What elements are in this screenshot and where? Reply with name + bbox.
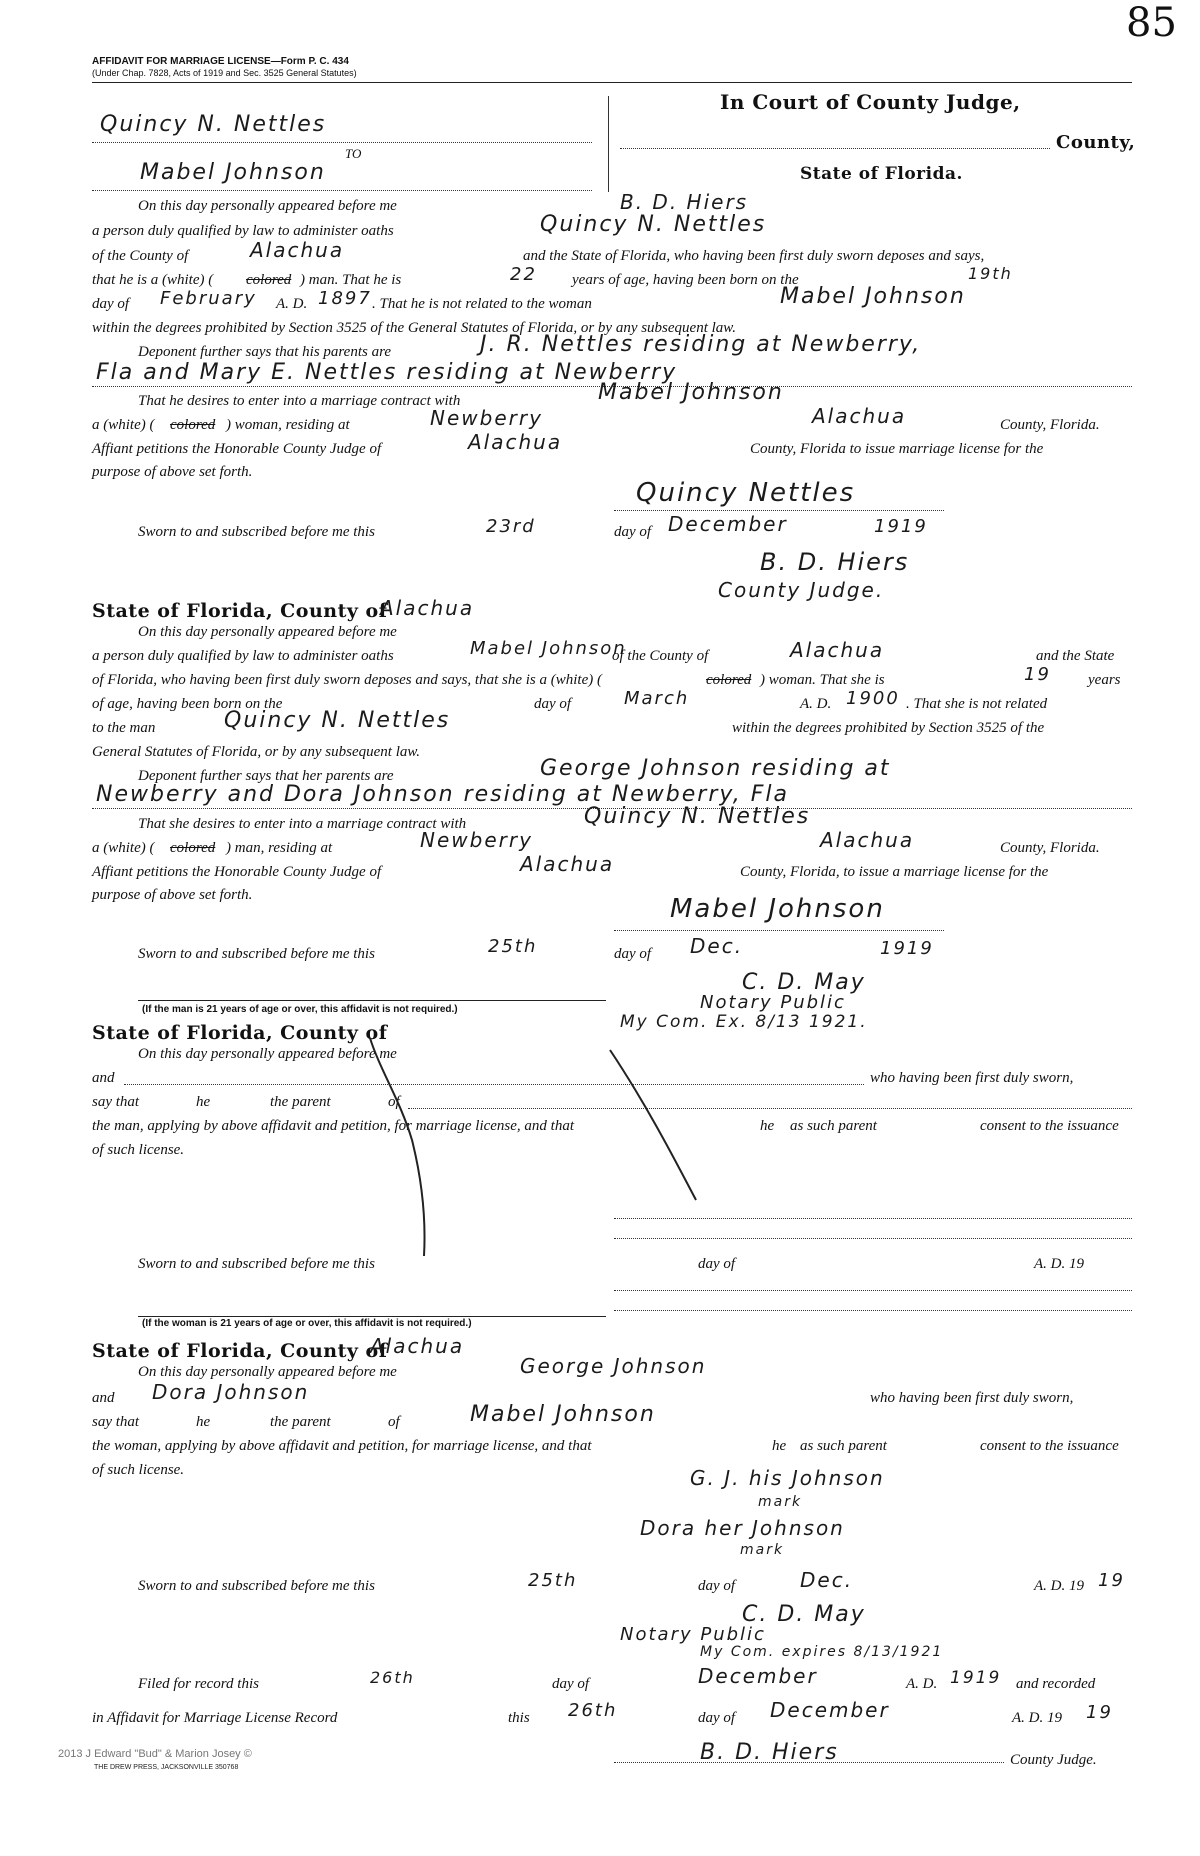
woman-l3c: the parent (270, 1414, 331, 1430)
woman-l4b: he (772, 1438, 787, 1454)
filing-rec-year: 19 (1086, 1702, 1113, 1723)
filing-l1c: A. D. (906, 1676, 938, 1692)
page-number: 85 (1126, 0, 1177, 46)
man-sig-line-2 (614, 1238, 1132, 1239)
woman-l3a: say that (92, 1414, 140, 1430)
bride-signature: Mabel Johnson (670, 894, 885, 924)
woman-note: (If the woman is 21 years of age or over, this affidavit is not required.) (142, 1318, 472, 1329)
groom-sworn-day: 23rd (486, 516, 536, 537)
bride-contract-with: Quincy N. Nettles (584, 804, 811, 829)
filing-rec-month: December (770, 1698, 890, 1722)
woman-sworn-year: 19 (1098, 1570, 1125, 1591)
man-notary-line (614, 1290, 1132, 1291)
bride-sworn-year: 1919 (880, 938, 934, 959)
woman-sworn-day: 25th (528, 1570, 578, 1591)
groom-l10c: County, Florida. (1000, 417, 1100, 433)
header-rule (92, 82, 1132, 83)
groom-l11a: Affiant petitions the Honorable County Judge of (92, 441, 382, 457)
groom-residing-county: Alachua (812, 404, 907, 428)
groom-l9: That he desires to enter into a marriage contract with (138, 393, 461, 409)
groom-birth-day: 19th (968, 264, 1013, 283)
groom-l5b: A. D. (276, 296, 308, 312)
woman-notary-title: Notary Public (620, 1624, 766, 1645)
groom-affiant-name: Quincy N. Nettles (540, 212, 767, 237)
brace (600, 96, 609, 192)
groom-parents-1: J. R. Nettles residing at Newberry, (480, 332, 922, 357)
bride-l7: Deponent further says that her parents are (138, 768, 394, 784)
bride-notary-title: Notary Public (700, 992, 846, 1013)
groom-l3a: of the County of (92, 248, 189, 264)
woman-sig2-mark: mark (740, 1542, 785, 1558)
bride-l4b: day of (534, 696, 572, 712)
groom-officer-appeared: B. D. Hiers (620, 190, 749, 214)
form-subtitle: (Under Chap. 7828, Acts of 1919 and Sec. 3525 General Statutes) (92, 68, 357, 78)
filing-l2c: day of (698, 1710, 736, 1726)
groom-l10b: ) woman, residing at (226, 417, 350, 433)
groom-woman-name: Mabel Johnson (780, 284, 966, 309)
groom-l6: within the degrees prohibited by Section 3525 of the General Statutes of Florida, or by any subsequent law. (92, 320, 736, 336)
bride-parents-1: George Johnson residing at (540, 756, 891, 781)
bride-l5b: within the degrees prohibited by Section 3525 of the (732, 720, 1045, 736)
bride-l2b: of the County of (612, 648, 709, 664)
man-heading: State of Florida, County of (92, 1022, 388, 1044)
man-l4b: he (760, 1118, 775, 1134)
man-l3b: he (196, 1094, 211, 1110)
woman-l3b: he (196, 1414, 211, 1430)
man-l5: of such license. (92, 1142, 185, 1158)
bride-age: 19 (1024, 664, 1051, 685)
man-l3d: of (388, 1094, 400, 1110)
woman-l4a: the woman, applying by above affidavit and petition, for marriage license, and that (92, 1438, 592, 1454)
bride-l4d: . That she is not related (906, 696, 1048, 712)
filing-year: 1919 (950, 1668, 1002, 1688)
groom-contract-with: Mabel Johnson (598, 380, 784, 405)
woman-commission: My Com. expires 8/13/1921 (700, 1644, 944, 1660)
court-heading: In Court of County Judge, (720, 90, 1021, 114)
filing-l2a: in Affidavit for Marriage License Record (92, 1710, 338, 1726)
bride-heading: State of Florida, County of (92, 600, 388, 622)
section-rule-1 (138, 1000, 606, 1001)
filing-l2b: this (508, 1710, 530, 1726)
filing-l2d: A. D. 19 (1012, 1710, 1062, 1726)
groom-l1: On this day personally appeared before me (138, 198, 397, 214)
bride-l11a: Affiant petitions the Honorable County Judge of (92, 864, 382, 880)
woman-heading-county: Alachua (370, 1334, 465, 1358)
man-l4d: consent to the issuance (980, 1118, 1119, 1134)
bride-l10b: ) man, residing at (226, 840, 333, 856)
footer-copyright: 2013 J Edward "Bud" & Marion Josey © (58, 1748, 252, 1760)
woman-sig1: G. J. his Johnson (690, 1466, 885, 1490)
woman-l2a: and (92, 1390, 115, 1406)
groom-l3b: and the State of Florida, who having been first duly sworn deposes and says, (523, 248, 985, 264)
filing-month: December (698, 1664, 818, 1688)
groom-sworn-year: 1919 (874, 516, 928, 537)
groom-struck-colored-2: colored (170, 417, 216, 433)
woman-sworn-b: day of (698, 1578, 736, 1594)
woman-sworn-c: A. D. 19 (1034, 1578, 1084, 1594)
groom-signature: Quincy Nettles (636, 478, 856, 508)
groom-l10a: a (white) ( (92, 417, 155, 433)
bride-l10a: a (white) ( (92, 840, 155, 856)
woman-l3d: of (388, 1414, 400, 1430)
bride-struck-colored-2: colored (170, 840, 216, 856)
groom-l4a: that he is a (white) ( (92, 272, 214, 288)
woman-heading: State of Florida, County of (92, 1340, 388, 1362)
bride-residing-county: Alachua (820, 828, 915, 852)
man-sworn-c: A. D. 19 (1034, 1256, 1084, 1272)
bride-l2-county: Alachua (790, 638, 885, 662)
section-rule-2 (138, 1316, 606, 1317)
bride-line (92, 190, 592, 191)
bride-l4a: of age, having been born on the (92, 696, 283, 712)
man-l3c: the parent (270, 1094, 331, 1110)
man-notary-line-2 (614, 1310, 1132, 1311)
groom-l5c: . That he is not related to the woman (372, 296, 592, 312)
groom-l7: Deponent further says that his parents are (138, 344, 392, 360)
bride-l5a: to the man (92, 720, 156, 736)
man-sworn-a: Sworn to and subscribed before me this (138, 1256, 375, 1272)
bride-birth-month: March (624, 688, 690, 709)
bride-name: Mabel Johnson (140, 160, 326, 185)
county-label: County, (1056, 132, 1136, 153)
groom-county: Alachua (250, 238, 345, 262)
bride-l4c: A. D. (800, 696, 832, 712)
groom-l5a: day of (92, 296, 130, 312)
groom-struck-colored: colored (246, 272, 292, 288)
judge-line (614, 1762, 1004, 1763)
groom-name: Quincy N. Nettles (100, 112, 327, 137)
groom-l2: a person duly qualified by law to administer oaths (92, 223, 394, 239)
man-l3a: say that (92, 1094, 140, 1110)
woman-sig1-mark: mark (758, 1494, 803, 1510)
bride-heading-county: Alachua (380, 596, 475, 620)
woman-sig2: Dora her Johnson (640, 1516, 845, 1540)
filing-l1d: and recorded (1016, 1676, 1096, 1692)
bride-sworn-day: 25th (488, 936, 538, 957)
bride-residing-at: Newberry (420, 828, 533, 852)
filing-day: 26th (370, 1668, 415, 1687)
bride-l3a: of Florida, who having been first duly sworn deposes and says, that she is a (white) ( (92, 672, 602, 688)
bride-l9: That she desires to enter into a marriage contract with (138, 816, 467, 832)
filing-l1b: day of (552, 1676, 590, 1692)
man-note: (If the man is 21 years of age or over, this affidavit is not required.) (142, 1004, 458, 1015)
form-title: AFFIDAVIT FOR MARRIAGE LICENSE—Form P. C. 434 (92, 56, 349, 67)
groom-residing-at: Newberry (430, 406, 543, 430)
groom-birth-month: February (160, 288, 257, 309)
bride-l3c: years (1088, 672, 1121, 688)
groom-line (92, 142, 592, 143)
bride-man-name: Quincy N. Nettles (224, 708, 451, 733)
bride-parents-2: Newberry and Dora Johnson residing at Newberry, Fla (96, 782, 789, 807)
man-sworn-b: day of (698, 1256, 736, 1272)
man-l1: On this day personally appeared before me (138, 1046, 397, 1062)
state-label: State of Florida. (800, 164, 963, 184)
man-l2b: who having been first duly sworn, (870, 1070, 1074, 1086)
man-l2a: and (92, 1070, 115, 1086)
man-strike-mark (360, 1030, 760, 1260)
woman-parent2: Dora Johnson (152, 1380, 310, 1404)
bride-struck-colored: colored (706, 672, 752, 688)
filing-rec-day: 26th (568, 1700, 618, 1721)
man-l4a: the man, applying by above affidavit and petition, for marriage license, and that (92, 1118, 575, 1134)
groom-age: 22 (510, 264, 537, 285)
groom-officer-signature: B. D. Hiers (760, 548, 910, 576)
groom-petition-county: Alachua (468, 430, 563, 454)
groom-sworn-month: December (668, 512, 788, 536)
filing-judge-signature: B. D. Hiers (700, 1740, 839, 1765)
groom-l4b: ) man. That he is (300, 272, 402, 288)
bride-sworn-b: day of (614, 946, 652, 962)
bride-sworn-a: Sworn to and subscribed before me this (138, 946, 375, 962)
filing-judge-title: County Judge. (1010, 1752, 1097, 1768)
woman-sworn-a: Sworn to and subscribed before me this (138, 1578, 375, 1594)
woman-l4d: consent to the issuance (980, 1438, 1119, 1454)
bride-petition-county: Alachua (520, 852, 615, 876)
bride-notary-name: C. D. May (742, 970, 866, 995)
bride-l12: purpose of above set forth. (92, 887, 253, 903)
bride-l2a: a person duly qualified by law to administer oaths (92, 648, 394, 664)
bride-l2c: and the State (1036, 648, 1115, 664)
bride-commission: My Com. Ex. 8/13 1921. (620, 1012, 868, 1032)
bride-l1: On this day personally appeared before me (138, 624, 397, 640)
bride-birth-year: 1900 (846, 688, 900, 709)
groom-signature-line (614, 510, 944, 511)
groom-parents-2: Fla and Mary E. Nettles residing at Newberry (96, 360, 678, 385)
bride-signature-line (614, 930, 944, 931)
man-l4c: as such parent (790, 1118, 877, 1134)
filing-l1a: Filed for record this (138, 1676, 259, 1692)
groom-birth-year: 1897 (318, 288, 372, 309)
groom-sworn-b: day of (614, 524, 652, 540)
woman-notary-name: C. D. May (742, 1602, 866, 1627)
woman-l2b: who having been first duly sworn, (870, 1390, 1074, 1406)
woman-l1: On this day personally appeared before me (138, 1364, 397, 1380)
groom-sworn-a: Sworn to and subscribed before me this (138, 524, 375, 540)
woman-parent1: George Johnson (520, 1354, 707, 1378)
bride-affiant: Mabel Johnson (470, 638, 627, 659)
bride-l11b: County, Florida, to issue a marriage license for the (740, 864, 1049, 880)
to-label: TO (345, 146, 362, 161)
groom-l4c: years of age, having been born on the (572, 272, 799, 288)
footer-printer: THE DREW PRESS, JACKSONVILLE 350768 (94, 1764, 239, 1771)
woman-l4c: as such parent (800, 1438, 887, 1454)
woman-child: Mabel Johnson (470, 1402, 656, 1427)
bride-sworn-month: Dec. (690, 934, 744, 958)
county-line (620, 148, 1050, 149)
woman-l5: of such license. (92, 1462, 185, 1478)
groom-l11b: County, Florida to issue marriage license for the (750, 441, 1044, 457)
man-sig-line (614, 1218, 1132, 1219)
groom-officer-title: County Judge. (718, 578, 885, 602)
woman-sworn-month: Dec. (800, 1568, 854, 1592)
bride-l10c: County, Florida. (1000, 840, 1100, 856)
bride-l6: General Statutes of Florida, or by any subsequent law. (92, 744, 421, 760)
bride-l3b: ) woman. That she is (760, 672, 885, 688)
groom-l12: purpose of above set forth. (92, 464, 253, 480)
